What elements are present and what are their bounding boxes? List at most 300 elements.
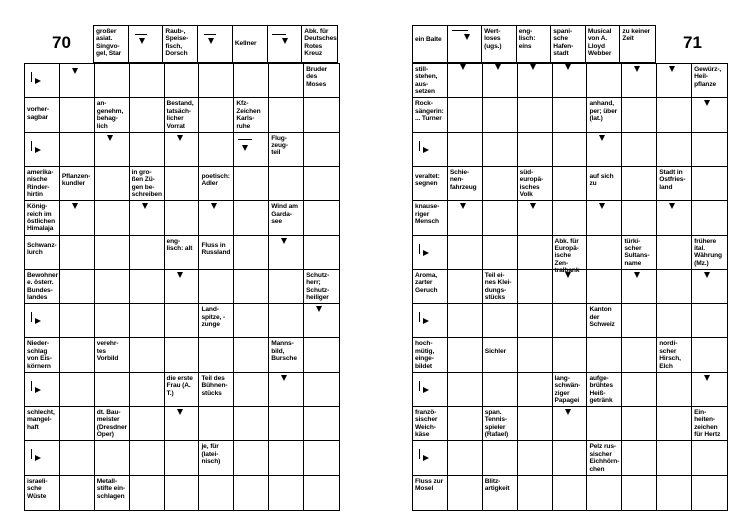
clue-cell (587, 304, 622, 338)
grid-cell (269, 441, 304, 475)
arrow-bend-line (135, 34, 147, 35)
grid-cell (130, 98, 165, 132)
grid-cell (483, 167, 518, 201)
clue-text: dt. Bau- meister (Dresdner Oper) (96, 409, 128, 439)
grid-cell (95, 373, 130, 407)
clue-cell (518, 167, 553, 201)
grid-cell (587, 407, 622, 441)
grid-cell (60, 407, 95, 441)
arrow-bend-line (204, 34, 216, 35)
clue-cell (413, 338, 448, 372)
arrow-right-icon (35, 78, 41, 84)
clue-cell (302, 26, 337, 63)
arrow-down-icon (530, 203, 536, 209)
arrow-down-icon (599, 203, 605, 209)
grid-cell (269, 476, 304, 510)
arrow-down-icon (72, 68, 78, 74)
grid-cell (622, 304, 657, 338)
clue-text: span. Tennis- spieler (Rafael) (484, 409, 509, 439)
grid-cell (269, 407, 304, 441)
right-crossword-grid (412, 63, 728, 511)
grid-cell (60, 270, 95, 304)
grid-cell (622, 133, 657, 167)
clue-cell (448, 167, 483, 201)
grid-cell (518, 407, 553, 441)
arrow-down-icon (177, 135, 183, 141)
grid-cell (622, 270, 657, 304)
arrow-down-icon (704, 100, 710, 106)
grid-cell (657, 407, 692, 441)
clue-cell (199, 304, 234, 338)
grid-cell (657, 64, 692, 98)
clue-cell (25, 270, 60, 304)
grid-cell (553, 64, 588, 98)
arrow-down-icon (316, 306, 322, 312)
arrow-down-icon (107, 135, 113, 141)
arrow-right-icon (423, 387, 429, 393)
grid-cell (165, 476, 200, 510)
clue-text: Fluss zur Mosel (415, 477, 444, 493)
clue-text: Flug- zeug- teil (271, 134, 288, 157)
clue-text: Pflanzen- kundler (61, 172, 91, 188)
grid-cell (269, 98, 304, 132)
grid-cell (199, 270, 234, 304)
clue-cell (482, 26, 517, 63)
clue-text: Pelz rus- sischer Eichhörn- chen (589, 443, 620, 473)
grid-cell (518, 133, 553, 167)
grid-cell (692, 476, 727, 510)
grid-cell (518, 98, 553, 132)
clue-text: Aroma, zarter Geruch (415, 271, 438, 294)
arrow-down-icon (634, 272, 640, 278)
clue-cell (692, 236, 727, 270)
arrow-cell (268, 26, 303, 63)
grid-cell (304, 441, 339, 475)
grid-cell (25, 133, 60, 167)
arrow-bend-line (31, 381, 32, 391)
clue-cell (199, 167, 234, 201)
clue-text: lang- schwän- ziger Papagei (554, 374, 581, 404)
clue-cell (269, 338, 304, 372)
clue-text: Metall- stifte ein- schlagen (96, 477, 125, 500)
clue-text: Schutz- herr; Schutz- heiliger (306, 271, 330, 302)
clue-text: Kfz- Zeichen Karls- ruhe (236, 100, 261, 130)
clue-text: aufge- brühtes Heiß- getränk (589, 374, 613, 404)
grid-cell (448, 304, 483, 338)
grid-cell (165, 201, 200, 235)
grid-cell (95, 236, 130, 270)
grid-cell (413, 373, 448, 407)
grid-cell (622, 98, 657, 132)
grid-cell (448, 133, 483, 167)
clue-cell (234, 98, 269, 132)
grid-cell (60, 476, 95, 510)
clue-cell (25, 338, 60, 372)
grid-cell (483, 236, 518, 270)
grid-cell (587, 338, 622, 372)
arrow-down-icon (565, 64, 571, 70)
clue-text: poetisch: Adler (201, 172, 230, 188)
grid-cell (587, 64, 622, 98)
grid-cell (413, 133, 448, 167)
clue-cell (233, 26, 268, 63)
grid-cell (622, 476, 657, 510)
grid-cell (199, 98, 234, 132)
clue-text: Teil ei- nes Klei- dungs- stücks (484, 271, 512, 302)
clue-cell (587, 167, 622, 201)
arrow-down-icon (142, 203, 148, 209)
grid-cell (199, 201, 234, 235)
clue-cell (413, 476, 448, 510)
grid-cell (518, 236, 553, 270)
grid-cell (199, 407, 234, 441)
arrow-down-icon (242, 145, 248, 151)
grid-cell (413, 441, 448, 475)
left-top-clue-row (93, 25, 338, 63)
clue-text: hoch- mütig, einge- bildet (415, 340, 435, 370)
clue-cell (553, 236, 588, 275)
grid-cell (413, 236, 448, 270)
grid-cell (60, 441, 95, 475)
clue-cell (95, 338, 130, 372)
arrow-down-icon (565, 409, 571, 415)
grid-cell (304, 98, 339, 132)
arrow-bend-line (419, 449, 420, 459)
grid-cell (483, 64, 518, 98)
clue-text: knause- riger Mensch (415, 203, 440, 226)
grid-cell (199, 476, 234, 510)
grid-cell (483, 304, 518, 338)
grid-cell (657, 98, 692, 132)
grid-cell (25, 64, 60, 98)
grid-cell (25, 441, 60, 475)
clue-text: auf sich zu (589, 172, 614, 188)
arrow-down-icon (281, 375, 287, 381)
clue-text: Kellner (234, 40, 257, 47)
grid-cell (60, 236, 95, 270)
grid-cell (622, 407, 657, 441)
grid-cell (692, 98, 727, 132)
grid-cell (518, 476, 553, 510)
grid-cell (692, 133, 727, 167)
clue-text: Raub-, Speise- fisch, Dorsch (165, 28, 189, 58)
arrow-down-icon (281, 238, 287, 244)
clue-cell (130, 167, 165, 201)
page-number-left: 70 (52, 33, 71, 52)
arrow-down-icon (139, 38, 145, 44)
arrow-bend-line (419, 244, 420, 254)
grid-cell (304, 373, 339, 407)
clue-text: je, für (latei- nisch) (201, 443, 221, 466)
grid-cell (60, 304, 95, 338)
grid-cell (553, 133, 588, 167)
clue-text: vorher- sagbar (27, 106, 50, 121)
clue-cell (553, 373, 588, 407)
arrow-bend-line (419, 312, 420, 322)
grid-cell (165, 304, 200, 338)
grid-cell (25, 373, 60, 407)
grid-cell (553, 338, 588, 372)
clue-cell (483, 270, 518, 304)
clue-text: franzö- sischer Weich- käse (415, 409, 438, 439)
clue-cell (587, 441, 622, 475)
clue-text: Nieder- schlag von Eis- körnern (27, 340, 52, 370)
clue-cell (413, 26, 448, 63)
grid-cell (234, 441, 269, 475)
grid-cell (448, 338, 483, 372)
grid-cell (587, 201, 622, 235)
clue-cell (25, 476, 60, 510)
grid-cell (95, 133, 130, 167)
grid-cell (130, 338, 165, 372)
clue-text: Wind am Garda- see (271, 203, 298, 226)
grid-cell (199, 338, 234, 372)
arrow-down-icon (72, 203, 78, 209)
clue-text: verehr- tes Vorbild (96, 340, 119, 363)
arrow-bend-line (31, 72, 32, 82)
clue-text: Ein- heiten- zeichen für Hertz (694, 409, 721, 439)
arrow-right-icon (423, 147, 429, 153)
clue-cell (199, 441, 234, 475)
arrow-down-icon (495, 64, 501, 70)
clue-cell (620, 26, 655, 63)
grid-cell (60, 64, 95, 98)
clue-text: Schwanz- lurch (27, 241, 57, 256)
arrow-down-icon (565, 272, 571, 278)
clue-text: süd- europä- isches Volk (519, 168, 544, 199)
arrow-down-icon (460, 64, 466, 70)
grid-cell (130, 270, 165, 304)
grid-cell (269, 373, 304, 407)
clue-cell (25, 201, 60, 235)
clue-cell (483, 338, 518, 372)
clue-text: anhand, per; über (lat.) (589, 100, 618, 123)
arrow-bend-line (419, 381, 420, 391)
grid-cell (448, 236, 483, 270)
grid-cell (199, 64, 234, 98)
grid-cell (95, 64, 130, 98)
arrow-down-icon (704, 375, 710, 381)
clue-cell (304, 64, 339, 98)
arrow-bend-line (31, 141, 32, 151)
grid-cell (483, 133, 518, 167)
clue-cell (165, 98, 200, 132)
clue-cell (622, 236, 657, 270)
grid-cell (518, 64, 553, 98)
grid-cell (60, 201, 95, 235)
grid-cell (553, 441, 588, 475)
clue-cell (657, 338, 692, 372)
arrow-down-icon (177, 272, 183, 278)
clue-text: Abk. für Europä- ische Zen- tralbank (554, 237, 580, 275)
clue-cell (657, 167, 692, 201)
clue-text: Teil des Bühnen- stücks (201, 374, 228, 397)
arrow-right-icon (423, 250, 429, 256)
clue-text: israeli- sche Wüste (27, 477, 48, 500)
clue-cell (551, 26, 586, 63)
grid-cell (692, 304, 727, 338)
grid-cell (95, 304, 130, 338)
arrow-cell (198, 26, 233, 63)
arrow-bend-line (238, 139, 252, 140)
grid-cell (448, 476, 483, 510)
grid-cell (130, 133, 165, 167)
grid-cell (60, 133, 95, 167)
clue-cell (95, 476, 130, 510)
grid-cell (25, 304, 60, 338)
clue-cell (269, 133, 304, 167)
arrow-bend-line (419, 141, 420, 151)
grid-cell (657, 270, 692, 304)
arrow-down-icon (211, 203, 217, 209)
arrow-down-icon (177, 409, 183, 415)
grid-cell (130, 304, 165, 338)
clue-text: Manns- bild, Bursche (271, 340, 297, 363)
grid-cell (622, 441, 657, 475)
clue-text: Kanton der Schweiz (589, 306, 615, 328)
arrow-bend-line (452, 30, 468, 31)
grid-cell (622, 64, 657, 98)
clue-text: großer asiat. Singvo- gel, Star (96, 28, 122, 58)
clue-cell (413, 64, 448, 98)
arrow-right-icon (423, 318, 429, 324)
arrow-down-icon (669, 66, 675, 72)
grid-cell (413, 304, 448, 338)
arrow-down-icon (464, 34, 470, 40)
arrow-down-icon (634, 66, 640, 72)
grid-cell (518, 201, 553, 235)
grid-cell (657, 133, 692, 167)
clue-cell (199, 236, 234, 270)
clue-text: Bewohner e. österr. Bundes- landes (27, 271, 59, 302)
grid-cell (553, 407, 588, 441)
grid-cell (165, 441, 200, 475)
clue-cell (483, 476, 518, 510)
arrow-cell (448, 26, 483, 63)
clue-text: amerika- nische Rinder- hirtin (27, 168, 54, 199)
grid-cell (657, 441, 692, 475)
clue-text: Stadt in Ostfries- land (659, 168, 686, 191)
clue-cell (25, 98, 60, 132)
grid-cell (95, 201, 130, 235)
clue-text: still- stehen, aus- setzen (415, 66, 438, 96)
clue-text: Bestand, tatsäch- licher Vorrat (166, 100, 194, 130)
arrow-down-icon (599, 135, 605, 141)
grid-cell (483, 98, 518, 132)
clue-text: spani- sche Hafen- stadt (553, 28, 574, 58)
clue-text: Musical von A. Lloyd Webber (587, 28, 612, 58)
clue-text: frühere ital. Währung (Mz.) (694, 237, 722, 267)
grid-cell (622, 201, 657, 235)
grid-cell (657, 236, 692, 270)
grid-cell (95, 167, 130, 201)
grid-cell (234, 338, 269, 372)
clue-text: an- genehm, behag- lich (96, 100, 124, 130)
grid-cell (448, 441, 483, 475)
clue-cell (199, 373, 234, 407)
grid-cell (60, 338, 95, 372)
grid-cell (234, 201, 269, 235)
grid-cell (165, 64, 200, 98)
clue-text: Gewürz-, Heil- pflanze (694, 66, 722, 88)
grid-cell (553, 304, 588, 338)
clue-text: Wert- loses (ugs.) (484, 28, 502, 50)
clue-cell (94, 26, 129, 63)
grid-cell (692, 373, 727, 407)
grid-cell (304, 167, 339, 201)
grid-cell (483, 201, 518, 235)
grid-cell (130, 201, 165, 235)
grid-cell (692, 441, 727, 475)
grid-cell (692, 167, 727, 201)
clue-cell (483, 407, 518, 441)
grid-cell (269, 64, 304, 98)
grid-cell (448, 373, 483, 407)
arrow-down-icon (669, 203, 675, 209)
grid-cell (234, 407, 269, 441)
arrow-cell (129, 26, 164, 63)
clue-text: die erste Frau (A. T.) (166, 374, 193, 397)
grid-cell (483, 441, 518, 475)
grid-cell (95, 270, 130, 304)
grid-cell (304, 407, 339, 441)
clue-cell (692, 407, 727, 441)
clue-cell (587, 98, 622, 132)
arrow-right-icon (35, 318, 41, 324)
grid-cell (269, 167, 304, 201)
clue-cell (413, 270, 448, 304)
grid-cell (622, 338, 657, 372)
grid-cell (587, 133, 622, 167)
clue-text: Blitz- artigkeit (484, 477, 510, 493)
arrow-bend-line (272, 34, 286, 35)
grid-cell (518, 373, 553, 407)
grid-cell (587, 236, 622, 270)
grid-cell (622, 373, 657, 407)
clue-text: Abk. für Deutsches Rotes Kreuz (304, 28, 337, 58)
clue-cell (165, 236, 200, 270)
arrow-down-icon (460, 203, 466, 209)
grid-cell (553, 201, 588, 235)
arrow-down-icon (530, 64, 536, 70)
grid-cell (448, 270, 483, 304)
page-number-right: 71 (683, 33, 702, 52)
grid-cell (448, 201, 483, 235)
clue-cell (413, 201, 448, 235)
clue-cell (304, 270, 339, 304)
clue-cell (25, 167, 60, 201)
clue-cell (587, 373, 622, 407)
grid-cell (234, 373, 269, 407)
grid-cell (553, 98, 588, 132)
grid-cell (304, 236, 339, 270)
grid-cell (165, 133, 200, 167)
grid-cell (234, 64, 269, 98)
arrow-down-icon (208, 38, 214, 44)
grid-cell (269, 304, 304, 338)
right-top-clue-row (412, 25, 656, 63)
grid-cell (518, 304, 553, 338)
grid-cell (95, 441, 130, 475)
clue-cell (95, 407, 130, 441)
grid-cell (130, 476, 165, 510)
grid-cell (165, 407, 200, 441)
grid-cell (587, 476, 622, 510)
grid-cell (304, 133, 339, 167)
grid-cell (130, 373, 165, 407)
clue-text: Fluss in Russland (201, 241, 231, 256)
grid-cell (304, 338, 339, 372)
